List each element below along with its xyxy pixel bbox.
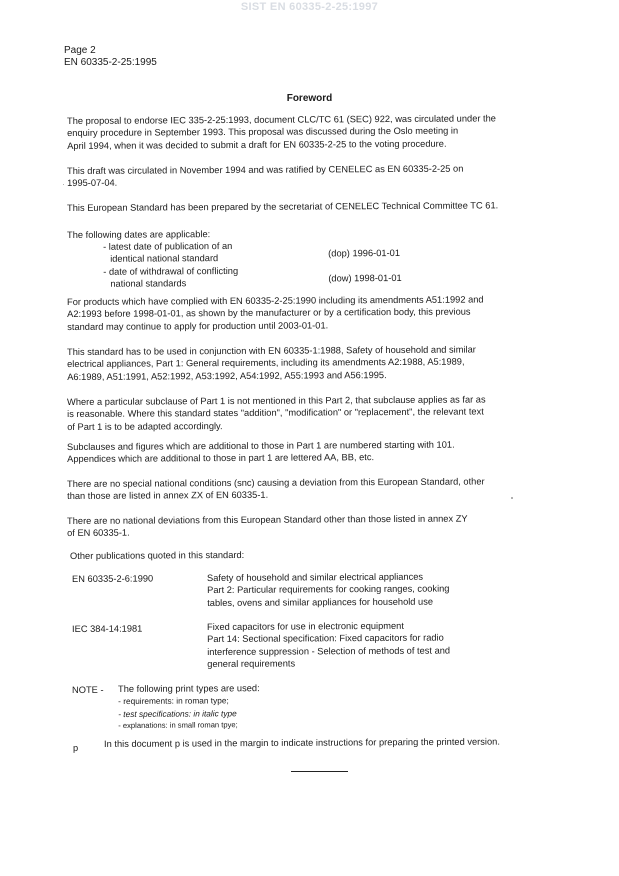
text-line: Safety of household and similar electrical appliances bbox=[207, 571, 424, 583]
text-line: electrical appliances, Part 1: General requirements, including its amendments A2:1988, A5:1989, bbox=[67, 356, 465, 370]
dates-intro: The following dates are applicable: bbox=[67, 229, 211, 240]
foreword-title: Foreword bbox=[286, 93, 333, 104]
text-line: For products which have complied with EN 60335-2-25:1990 including its amendments A51:1992 and bbox=[67, 294, 484, 307]
text-line: The proposal to endorse IEC 335-2-25:1993, document CLC/TC 61 (SEC) 922, was circulated under the bbox=[67, 113, 496, 126]
dop-label-line1: - latest date of publication of an bbox=[103, 241, 233, 253]
note-body bbox=[118, 682, 260, 732]
end-rule bbox=[291, 771, 348, 772]
dates-section bbox=[67, 228, 402, 290]
text-line: enquiry procedure in September 1993. This proposal was discussed during the Oslo meeting in bbox=[67, 126, 459, 139]
paragraph-proposal bbox=[67, 112, 496, 152]
text-line: Subclauses and figures which are additional to those in Part 1 are numbered starting with 101. bbox=[67, 439, 455, 452]
text-line: A6:1989, A51:1991, A52:1992, A53:1992, A54:1992, A55:1993 and A56:1995. bbox=[67, 369, 387, 382]
dop-date: (dop) 1996-01-01 bbox=[328, 248, 401, 259]
text-line: Part 14: Sectional specification: Fixed capacitors for radio bbox=[207, 632, 444, 645]
text-line: This standard has to be used in conjunction with EN 60335-1:1988, Safety of household and similar bbox=[67, 344, 476, 357]
dop-label-line2: identical national standard bbox=[110, 253, 219, 265]
paragraph-deviations bbox=[67, 513, 468, 540]
text-line: standard may continue to apply for production until 2003-01-01. bbox=[67, 320, 329, 332]
page-number: Page 2 bbox=[64, 45, 96, 56]
scan-speck bbox=[511, 497, 513, 499]
text-line: This European Standard has been prepared by the secretariat of CENELEC Technical Committee TC 61. bbox=[67, 200, 499, 213]
paragraph-secretariat bbox=[67, 199, 498, 214]
text-line: There are no special national conditions (snc) causing a deviation from this European Standard, other bbox=[67, 476, 485, 489]
note-item-italic: - test specifications: in italic type bbox=[118, 708, 237, 719]
margin-symbol: p bbox=[73, 742, 79, 753]
publication-description bbox=[207, 571, 450, 610]
note-label: NOTE - bbox=[72, 684, 104, 695]
text-line: of EN 60335-1. bbox=[67, 528, 130, 539]
paragraph-subclause bbox=[67, 393, 486, 433]
paragraph-ratification bbox=[67, 163, 464, 190]
text-line: Fixed capacitors for use in electronic equipment bbox=[207, 620, 404, 632]
text-line: than those are listed in annex ZX of EN 60335-1. bbox=[67, 490, 269, 502]
text-line: A2:1993 before 1998-01-01, as shown by the manufacturer or by a certification body, this previous bbox=[67, 306, 471, 320]
watermark: SIST EN 60335-2-25:1997 bbox=[240, 1, 379, 13]
dow-date: (dow) 1998-01-01 bbox=[328, 273, 402, 284]
text-line: 1995-07-04. bbox=[67, 178, 118, 189]
text-line: of Part 1 is to be adapted accordingly. bbox=[67, 420, 223, 432]
text-line: general requirements bbox=[207, 658, 296, 670]
dow-label-line1: - date of withdrawal of conflicting bbox=[103, 266, 239, 278]
paragraph-conjunction bbox=[67, 344, 476, 384]
publication-ref: EN 60335-2-6:1990 bbox=[72, 573, 154, 584]
note-item-roman: - requirements: in roman type; bbox=[118, 695, 229, 707]
publication-description bbox=[207, 620, 450, 671]
text-line: Where a particular subclause of Part 1 is not mentioned in this Part 2, that subclause applies as far as bbox=[67, 394, 486, 407]
paragraph-transition bbox=[67, 293, 484, 333]
paragraph-snc bbox=[67, 475, 485, 502]
publication-ref: IEC 384-14:1981 bbox=[72, 623, 143, 634]
paragraph-numbering bbox=[67, 439, 455, 466]
text-line: Part 2: Particular requirements for cooking ranges, cooking bbox=[207, 583, 450, 596]
publications-intro: Other publications quoted in this standard: bbox=[70, 549, 245, 561]
text-line: April 1994, when it was decided to submit a draft for EN 60335-2-25 to the voting procedure. bbox=[67, 138, 447, 151]
text-line: There are no national deviations from this European Standard other than those listed in annex ZY bbox=[67, 513, 468, 526]
standard-number: EN 60335-2-25:1995 bbox=[64, 57, 157, 68]
text-line: This draft was circulated in November 1994 and was ratified by CENELEC as EN 60335-2-25 on bbox=[67, 163, 464, 176]
text-line: Appendices which are additional to those in part 1 are lettered AA, BB, etc. bbox=[67, 452, 375, 465]
text-line: interference suppression - Selection of methods of test and bbox=[207, 645, 451, 657]
text-line: is reasonable. Where this standard states "addition", "modification" or "replacement", the relevant text bbox=[67, 406, 484, 420]
text-line: tables, ovens and similar appliances for household use bbox=[207, 596, 434, 608]
note-intro: The following print types are used: bbox=[118, 683, 260, 694]
margin-note-text: In this document p is used in the margin to indicate instructions for preparing the printed version. bbox=[104, 736, 500, 749]
scan-speck bbox=[63, 184, 64, 185]
dow-label-line2: national standards bbox=[110, 278, 187, 290]
note-item-small: - explanations: in small roman tpye; bbox=[118, 720, 238, 731]
